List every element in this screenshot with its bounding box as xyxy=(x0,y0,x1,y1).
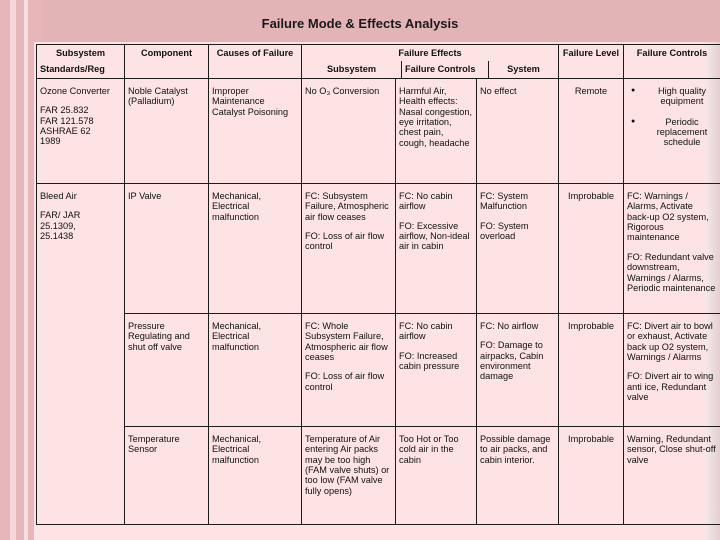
cell-effect-system: No effect xyxy=(477,78,559,183)
page-title: Failure Mode & Effects Analysis xyxy=(261,16,459,31)
effect-fo: FO: Loss of air flow control xyxy=(305,371,385,392)
cell-component: IP Valve xyxy=(125,183,209,313)
control-fc: FC: Divert air to bowl or exhaust, Activate back up O2 system, Warnings / Alarms xyxy=(627,320,713,363)
control-fo: FO: Redundant valve downstream, Warnings / Alarms, Periodic maintenance xyxy=(627,251,716,294)
cell-failure-controls xyxy=(624,183,720,313)
header-effects-title: Failure Effects xyxy=(398,48,462,58)
table-row xyxy=(37,426,720,524)
header-subsystem: Subsystem xyxy=(55,48,106,58)
cell-effect-system xyxy=(477,183,559,313)
cell-failure-level: Improbable xyxy=(559,183,624,313)
effect-fc: FC: Whole Subsystem Failure, Atmospheric air flow ceases xyxy=(305,320,388,363)
cell-failure-level: Remote xyxy=(559,78,624,183)
control-item: ● High quality equipment xyxy=(639,86,717,107)
cell-effect-controls: Too Hot or Too cold air in the cabin xyxy=(396,426,477,524)
cell-effect-subsystem xyxy=(302,183,396,313)
cell-component: Noble Catalyst (Palladium) xyxy=(125,78,209,183)
effect-fc: FC: No airflow xyxy=(480,320,539,331)
header-component: Component xyxy=(125,45,209,79)
effect-fc: FC: System Malfunction xyxy=(480,190,528,212)
header-standards: Standards/Reg xyxy=(40,64,105,75)
fmea-table xyxy=(36,44,720,525)
effect-fo: FO: Damage to airpacks, Cabin environment damage xyxy=(480,340,544,382)
cell-effect-controls xyxy=(396,313,477,426)
cell-effect-subsystem: No O₃ Conversion xyxy=(302,78,396,183)
effect-fo: FO: Excessive airflow, Non-ideal air in cabin xyxy=(399,220,470,252)
header-causes: Causes of Failure xyxy=(209,45,302,79)
subsystem-label: Ozone Converter xyxy=(40,85,110,96)
header-failure-level: Failure Level xyxy=(559,45,624,79)
cell-effect-subsystem: Temperature of Air entering Air packs may be too high (FAM valve shuts) or too low (FAM valve fully opens) xyxy=(302,426,396,524)
standards-label: FAR/ JAR 25.1309, 25.1438 xyxy=(40,210,81,242)
cell-effect-system xyxy=(477,313,559,426)
cell-failure-level: Improbable xyxy=(559,313,624,426)
cell-subsystem xyxy=(37,183,125,524)
cell-effect-system: Possible damage to air packs, and cabin interior. xyxy=(477,426,559,524)
table-row xyxy=(37,78,720,183)
subsystem-label: Bleed Air xyxy=(40,190,77,201)
header-subsystem-standards xyxy=(37,45,125,79)
cell-failure-controls xyxy=(624,78,720,183)
header-failure-effects xyxy=(302,45,559,79)
effect-fc: FC: No cabin airflow xyxy=(399,320,453,342)
cell-causes: Mechanical, Electrical malfunction xyxy=(209,183,302,313)
cell-causes: Mechanical, Electrical malfunction xyxy=(209,313,302,426)
cell-effect-controls xyxy=(396,183,477,313)
cell-subsystem xyxy=(37,78,125,183)
cell-effect-subsystem xyxy=(302,313,396,426)
cell-failure-controls: Warning, Redundant sensor, Close shut-off valve xyxy=(624,426,720,524)
table-row xyxy=(37,313,720,426)
control-fc: FC: Warnings / Alarms, Activate back-up O2 system, Rigorous maintenance xyxy=(627,190,709,243)
effect-fo: FO: Loss of air flow control xyxy=(305,231,385,252)
cell-failure-controls xyxy=(624,313,720,426)
control-item: ● Periodic replacement schedule xyxy=(639,117,717,148)
cell-component: Pressure Regulating and shut off valve xyxy=(125,313,209,426)
cell-failure-level: Improbable xyxy=(559,426,624,524)
table-row xyxy=(37,183,720,313)
control-fo: FO: Divert air to wing anti ice, Redundant valve xyxy=(627,371,714,403)
effect-fc: FC: Subsystem Failure, Atmospheric air flow ceases xyxy=(305,190,389,222)
header-effects-subsystem: Subsystem xyxy=(326,64,377,75)
header-effects-controls: Failure Controls xyxy=(401,61,488,77)
standards-label: FAR 25.832 FAR 121.578 ASHRAE 62 1989 xyxy=(40,105,94,147)
cell-component: Temperature Sensor xyxy=(125,426,209,524)
effect-fo: FO: System overload xyxy=(480,220,529,242)
cell-effect-controls: Harmful Air, Health effects: Nasal congestion, eye irritation, chest pain, cough, headache xyxy=(396,78,477,183)
effect-fo: FO: Increased cabin pressure xyxy=(399,350,460,372)
effect-fc: FC: No cabin airflow xyxy=(399,190,453,212)
header-failure-controls: Failure Controls xyxy=(624,45,720,79)
cell-causes: Improper Maintenance Catalyst Poisoning xyxy=(209,78,302,183)
cell-causes: Mechanical, Electrical malfunction xyxy=(209,426,302,524)
header-effects-system: System xyxy=(488,61,558,77)
